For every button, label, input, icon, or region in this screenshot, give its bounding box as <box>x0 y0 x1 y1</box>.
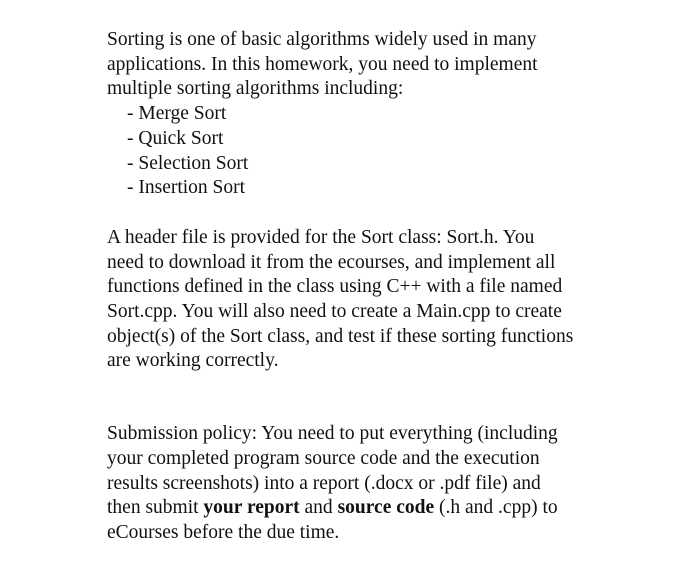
algorithm-list-item: - Insertion Sort <box>127 177 246 199</box>
header-para-line: object(s) of the Sort class, and test if these sorting functions <box>107 325 574 347</box>
submission-line <box>107 496 667 521</box>
submission-policy-paragraph <box>107 422 667 546</box>
header-para-line: A header file is provided for the Sort class: Sort.h. You <box>107 226 535 248</box>
algorithm-list <box>107 102 667 201</box>
algorithm-list-item: - Merge Sort <box>127 103 227 125</box>
header-para-line: Sort.cpp. You will also need to create a Main.cpp to create <box>107 301 562 323</box>
intro-line: Sorting is one of basic algorithms widely used in many <box>107 29 537 50</box>
header-file-paragraph <box>107 226 667 374</box>
header-para-line: need to download it from the ecourses, and implement all <box>107 251 556 273</box>
algorithm-list-item: - Selection Sort <box>127 152 249 174</box>
source-code-emphasis: source code <box>337 497 435 519</box>
submission-text: (.h and .cpp) to <box>434 497 558 519</box>
submission-line: Submission policy: You need to put everything (including <box>107 423 558 445</box>
submission-line: eCourses before the due time. <box>107 521 340 543</box>
submission-line: results screenshots) into a report (.docx or .pdf file) and <box>107 472 541 494</box>
algorithm-list-item: - Quick Sort <box>127 127 224 149</box>
submission-line: your completed program source code and the execution <box>107 447 540 469</box>
header-para-line: are working correctly. <box>107 350 279 372</box>
submission-text: then submit <box>107 497 204 519</box>
intro-line: applications. In this homework, you need to implement <box>107 53 538 75</box>
header-para-line: functions defined in the class using C++ with a file named <box>107 276 563 298</box>
intro-line: multiple sorting algorithms including: <box>107 78 404 100</box>
intro-paragraph <box>107 28 667 201</box>
submission-text: and <box>299 497 338 519</box>
assignment-document <box>107 28 667 546</box>
report-emphasis: your report <box>203 497 300 519</box>
